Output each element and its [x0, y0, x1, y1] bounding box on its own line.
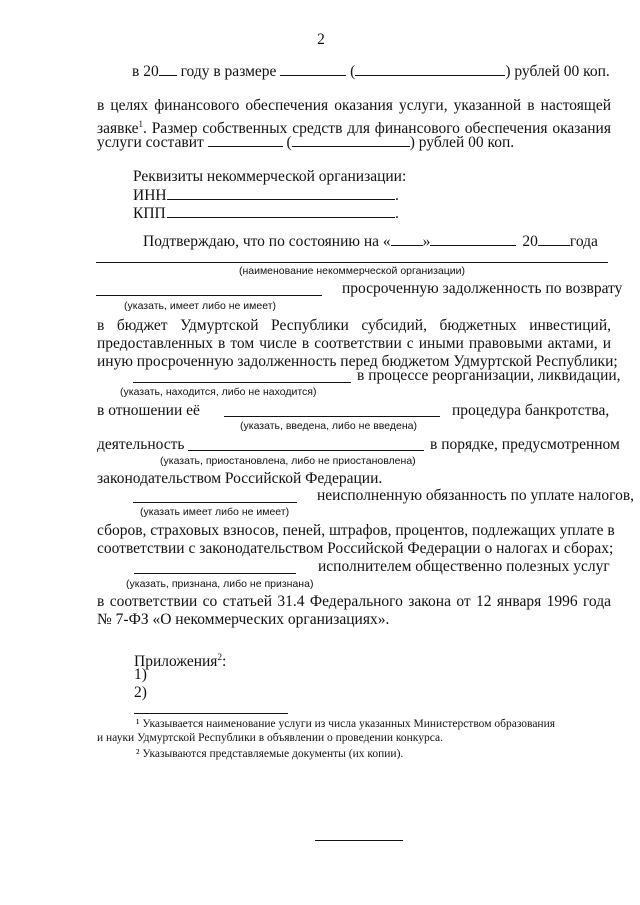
- confirm-year: 20: [522, 233, 538, 250]
- intro-year-prefix: в 20: [132, 63, 159, 80]
- inn-end: .: [395, 187, 399, 204]
- debt-line-1: в бюджет Удмуртской Республики субсидий, бюджетных инвестиций,: [97, 317, 611, 334]
- activity-hint: (указать, приостановлена, либо не приостановлена): [160, 455, 416, 467]
- page-number: 2: [317, 31, 325, 48]
- year-blank[interactable]: [159, 62, 177, 76]
- purpose-line3-suffix: ) рублей 00 коп.: [409, 134, 515, 151]
- attachment-item-1: 1): [134, 666, 147, 683]
- kpp-label: КПП: [133, 205, 166, 222]
- tax-line-2: соответствии с законодательством Российской Федерации о налогах и сборах;: [97, 540, 614, 557]
- activity-prefix: деятельность: [97, 436, 185, 453]
- date-day-blank[interactable]: [391, 232, 423, 246]
- bankrupt-status-field[interactable]: [224, 416, 440, 417]
- purpose-line3-prefix: услуги составит: [97, 134, 204, 151]
- intro-year-mid: году в размере: [180, 63, 277, 80]
- attachments-colon: :: [221, 653, 227, 671]
- attachments-title: [134, 648, 226, 671]
- law-line-2: № 7-ФЗ «О некоммерческих организациях».: [97, 611, 390, 628]
- reorg-status-field[interactable]: [133, 382, 351, 383]
- footnote-1-line-1: ¹ Указывается наименование услуги из числа указанных Министерством образования: [136, 718, 556, 730]
- amount-words-blank[interactable]: [355, 62, 505, 76]
- requisites-title: Реквизиты некоммерческой организации:: [133, 168, 407, 185]
- activity-suffix: в порядке, предусмотренном: [430, 436, 620, 453]
- bottom-rule: [315, 840, 403, 841]
- tax-hint: (указать имеет либо не имеет): [140, 506, 290, 518]
- confirm-suffix: года: [569, 233, 598, 250]
- own-funds-number-blank[interactable]: [208, 133, 283, 147]
- confirm-line: [143, 232, 598, 251]
- intro-line: [132, 62, 610, 81]
- footnote-ref-2: 2: [217, 652, 222, 662]
- debt-text: просроченную задолженность по возврату: [342, 280, 623, 297]
- reorg-hint: (указать, находится, либо не находится): [120, 386, 317, 398]
- bankrupt-prefix: в отношении её: [97, 402, 200, 419]
- kpp-field[interactable]: [167, 204, 395, 218]
- activity-status-field[interactable]: [188, 450, 424, 451]
- attachment-item-2: 2): [134, 684, 147, 701]
- tax-line-1: сборов, страховых взносов, пеней, штрафов, процентов, подлежащих уплате в: [97, 522, 615, 539]
- debt-line-2: предоставленных в том числе в соответствии с иными правовыми актами, и: [97, 335, 611, 352]
- purpose-line3-open: (: [286, 134, 292, 151]
- law-line-1: в соответствии со статьей 31.4 Федерального закона от 12 января 1996 года: [97, 593, 611, 610]
- amount-number-blank[interactable]: [280, 62, 346, 76]
- attachments-title-text: Приложения: [134, 653, 218, 671]
- bankrupt-hint: (указать, введена, либо не введена): [240, 420, 417, 432]
- kpp-end: .: [395, 205, 399, 222]
- org-name-hint: (наименование некоммерческой организации): [238, 265, 466, 277]
- useful-hint: (указать, признана, либо не признана): [126, 578, 314, 590]
- reorg-text: в процессе реорганизации, ликвидации,: [357, 367, 621, 384]
- org-name-field[interactable]: [96, 262, 608, 263]
- purpose-line-3: [97, 133, 514, 152]
- date-year-blank[interactable]: [538, 232, 570, 246]
- date-month-blank[interactable]: [430, 232, 516, 246]
- footnote-2: ² Указываются представляемые документы (их копии).: [136, 748, 404, 760]
- debt-line-3: иную просроченную задолженность перед бюджетом Удмуртской Республики;: [97, 353, 618, 370]
- bankrupt-suffix: процедура банкротства,: [452, 402, 610, 419]
- own-funds-words-blank[interactable]: [292, 133, 410, 147]
- footnote-1-line-2: и науки Удмуртской Республики в объявлении о проведении конкурса.: [97, 732, 443, 744]
- intro-rub-suffix: ) рублей 00 коп.: [505, 63, 610, 80]
- purpose-line2-text: заявке: [97, 120, 139, 138]
- tax-text: неисполненную обязанность по уплате налогов,: [317, 487, 635, 504]
- tax-status-field[interactable]: [133, 502, 297, 503]
- kpp-row: [133, 204, 399, 223]
- purpose-line-1: в целях финансового обеспечения оказания услуги, указанной в настоящей: [97, 97, 611, 114]
- inn-label: ИНН: [133, 187, 167, 204]
- confirm-prefix: Подтверждаю, что по состоянию на «: [143, 233, 391, 250]
- footnote-ref-1: 1: [138, 119, 143, 129]
- inn-field[interactable]: [167, 186, 395, 200]
- purpose-line2-rest: . Размер собственных средств для финансового обеспечения оказания: [142, 120, 611, 138]
- intro-open-paren: (: [350, 63, 356, 80]
- confirm-close-quote: »: [422, 233, 431, 250]
- activity-line-2: законодательством Российской Федерации.: [97, 470, 383, 487]
- debt-status-field[interactable]: [96, 295, 322, 296]
- debt-hint: (указать, имеет либо не имеет): [124, 300, 277, 312]
- footnote-separator: [134, 713, 288, 714]
- useful-text: исполнителем общественно полезных услуг: [318, 558, 610, 575]
- inn-row: [133, 186, 399, 205]
- useful-status-field[interactable]: [134, 573, 296, 574]
